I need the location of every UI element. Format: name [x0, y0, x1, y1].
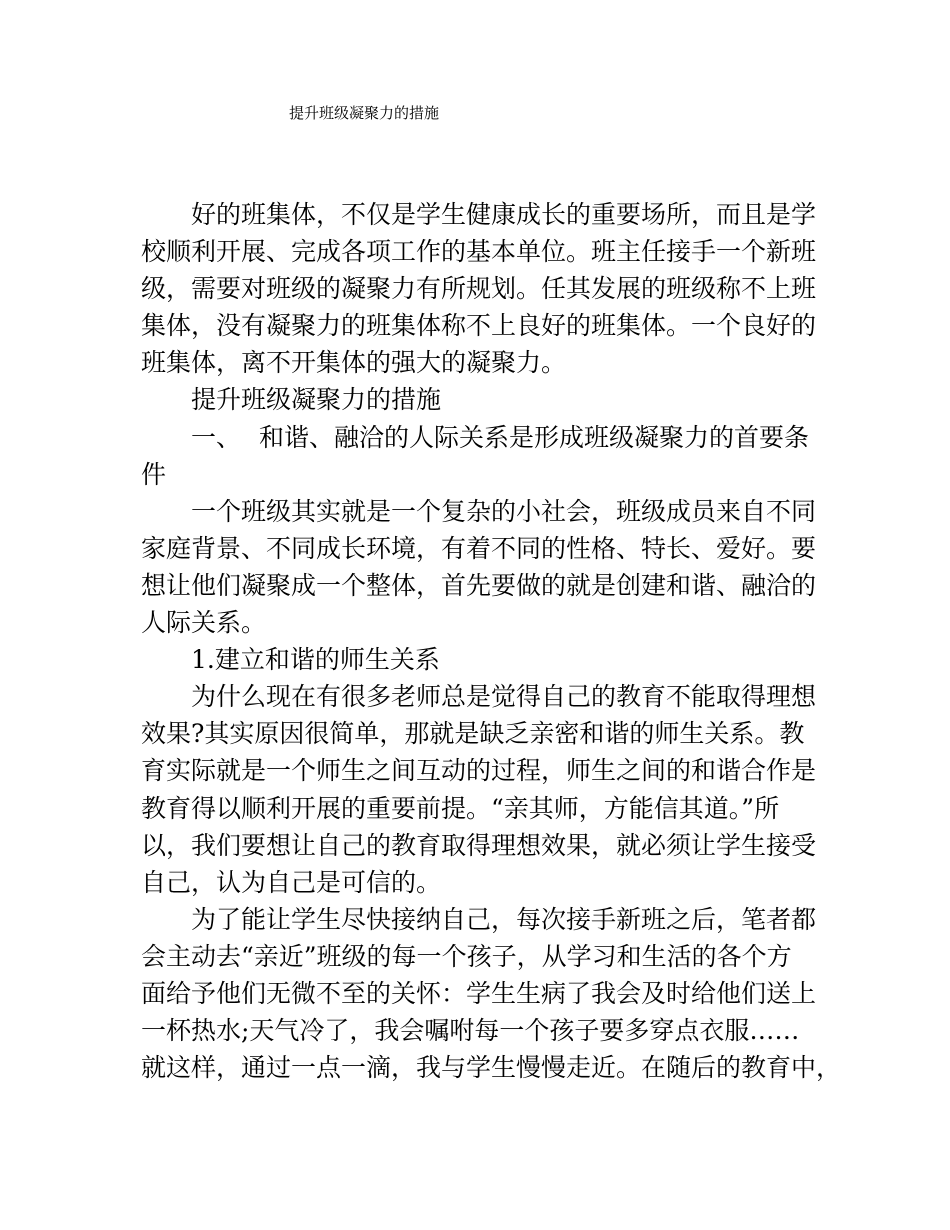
paragraph-line: 为了能让学生尽快接纳自己，每次接手新班之后，笔者都	[191, 904, 817, 934]
paragraph-line: 班集体，离不开集体的强大的凝聚力。	[141, 348, 567, 378]
numbered-heading: 1.建立和谐的师生关系	[191, 645, 440, 675]
paragraph-line: 一个班级其实就是一个复杂的小社会，班级成员来自不同	[191, 496, 817, 526]
paragraph-line: 想让他们凝聚成一个整体，首先要做的就是创建和谐、融洽的	[141, 570, 817, 600]
paragraph-line: 级，需要对班级的凝聚力有所规划。任其发展的班级称不上班	[141, 274, 817, 304]
paragraph-line: 校顺利开展、完成各项工作的基本单位。班主任接手一个新班	[141, 237, 817, 267]
paragraph-line: 家庭背景、不同成长环境，有着不同的性格、特长、爱好。要	[141, 533, 817, 563]
paragraph-line: 面给予他们无微不至的关怀：学生生病了我会及时给他们送上	[141, 978, 817, 1008]
paragraph-line: 集体，没有凝聚力的班集体称不上良好的班集体。一个良好的	[141, 311, 817, 341]
section-heading: 提升班级凝聚力的措施	[191, 385, 442, 415]
paragraph-line: 好的班集体，不仅是学生健康成长的重要场所，而且是学	[191, 200, 817, 229]
paragraph-line: 以，我们要想让自己的教育取得理想效果，就必须让学生接受	[141, 830, 817, 860]
subsection-heading	[141, 419, 811, 456]
paragraph-line: 为什么现在有很多老师总是觉得自己的教育不能取得理想	[191, 682, 817, 712]
paragraph-line: 人际关系。	[141, 608, 267, 638]
paragraph-line: 就这样，通过一点一滴，我与学生慢慢走近。在随后的教育中，	[141, 1053, 842, 1083]
paragraph-line: 教育得以顺利开展的重要前提。“亲其师，方能信其道。”所	[141, 793, 780, 823]
subsection-heading-continued: 件	[141, 459, 167, 489]
paragraph-line: 育实际就是一个师生之间互动的过程，师生之间的和谐合作是	[141, 756, 817, 786]
paragraph-line: 效果?其实原因很简单，那就是缺乏亲密和谐的师生关系。教	[141, 719, 805, 749]
paragraph-line: 一杯热水;天气冷了，我会嘱咐每一个孩子要多穿点衣服……	[141, 1016, 800, 1046]
paragraph-line: 自己，认为自己是可信的。	[141, 867, 442, 897]
page-header-title: 提升班级凝聚力的措施	[289, 104, 440, 122]
paragraph-line: 会主动去“亲近”班级的每一个孩子，从学习和生活的各个方	[141, 941, 792, 971]
document-body	[141, 196, 842, 1086]
heading-number: 一、	[191, 422, 242, 452]
heading-text: 和谐、融洽的人际关系是形成班级凝聚力的首要条	[259, 422, 810, 452]
